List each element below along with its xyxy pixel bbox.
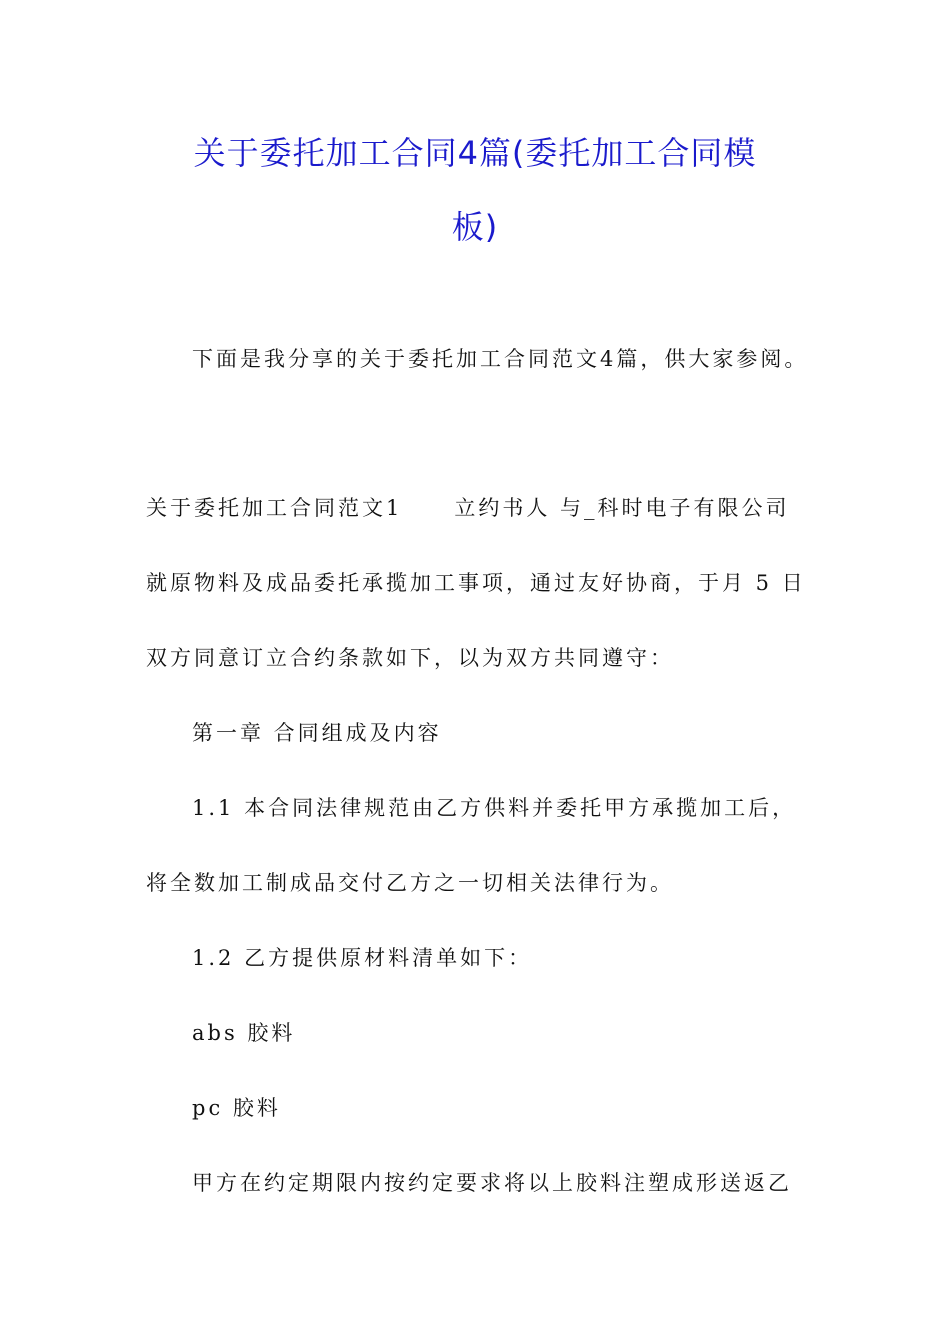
document-title-line-1: 关于委托加工合同4篇(委托加工合同模 — [193, 134, 757, 172]
section-1-heading: 关于委托加工合同范文1 — [146, 496, 403, 520]
clause-1-1-line-2: 将全数加工制成品交付乙方之一切相关法律行为。 — [146, 871, 674, 895]
chapter-1-heading: 第一章 合同组成及内容 — [192, 721, 442, 745]
section-1-line-3: 双方同意订立合约条款如下，以为双方共同遵守： — [146, 646, 674, 670]
material-item-pc: pc 胶料 — [192, 1096, 281, 1120]
clause-1-2: 1.2 乙方提供原材料清单如下： — [192, 946, 533, 970]
section-1-line-2: 就原物料及成品委托承揽加工事项，通过友好协商，于月 5 日 — [146, 571, 806, 595]
section-1-first-line — [146, 493, 806, 523]
clause-1-1-line-1: 1.1 本合同法律规范由乙方供料并委托甲方承揽加工后， — [192, 796, 797, 820]
document-title-line-2: 板) — [451, 208, 499, 246]
paragraph-last-line: 甲方在约定期限内按约定要求将以上胶料注塑成形送返乙 — [192, 1171, 792, 1195]
section-1-line-1-rest: 立约书人 与_科时电子有限公司 — [454, 496, 790, 520]
intro-paragraph: 下面是我分享的关于委托加工合同范文4篇，供大家参阅。 — [192, 347, 809, 371]
material-item-abs: abs 胶料 — [192, 1021, 296, 1045]
